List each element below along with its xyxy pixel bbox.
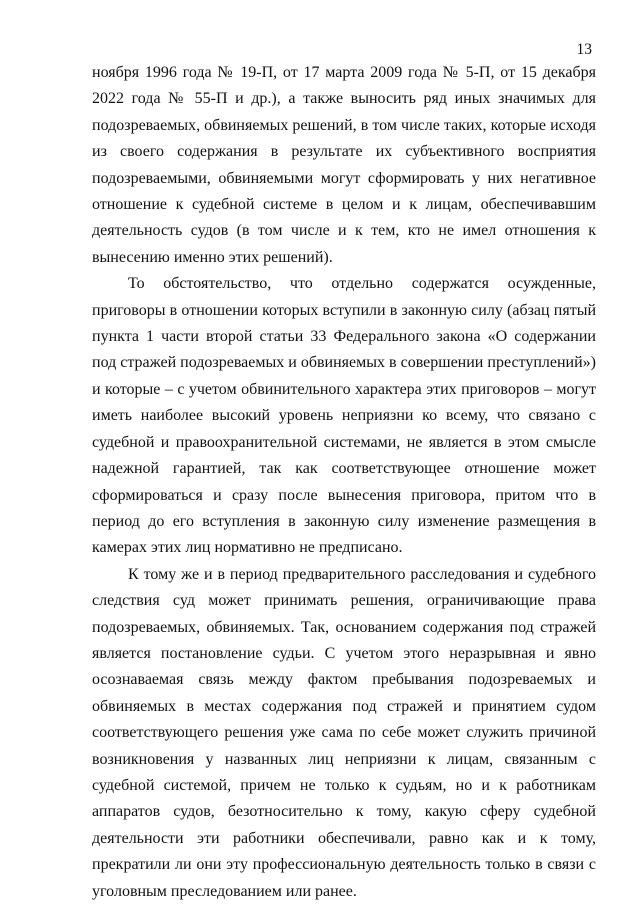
page-number: 13	[576, 41, 592, 58]
document-body	[92, 60, 596, 905]
paragraph-continuation: ноября 1996 года № 19-П, от 17 марта 2009 года № 5-П, от 15 декабря 2022 года № 55-П и др.), а также выносить ряд иных значимых для подозреваемых, обвиняемых решений, в том числе таких, которые исходя из своего содержания в результате их субъективного восприятия подозреваемыми, обвиняемыми могут сформировать у них негативное отношение к судебной системе в целом и к лицам, обеспечивавшим деятельность судов (в том числе и к тем, кто не имел отношения к вынесению именно этих решений).	[92, 64, 596, 266]
paragraph-convicted-separation: То обстоятельство, что отдельно содержатся осужденные, приговоры в отношении которых вступили в законную силу (абзац пятый пункта 1 части второй статьи 33 Федерального закона «О содержании под стражей подозреваемых и обвиняемых в совершении преступлений») и которые – с учетом обвинительного характера этих приговоров – могут иметь наиболее высокий уровень неприязни ко всему, что связано с судебной и правоохранительной системами, не является в этом смысле надежной гарантией, так как соответствующее отношение может сформироваться и сразу после вынесения приговора, притом что в период до его вступления в законную силу изменение размещения в камерах этих лиц нормативно не предписано.	[92, 275, 596, 557]
paragraph-pretrial-period: К тому же и в период предварительного расследования и судебного следствия суд может принимать решения, ограничивающие права подозреваемых, обвиняемых. Так, основанием содержания под стражей является постановление судьи. С учетом этого неразрывная и явно осознаваемая связь между фактом пребывания подозреваемых и обвиняемых в местах содержания под стражей и принятием судом соответствующего решения уже сама по себе может служить причиной возникновения у названных лиц неприязни к лицам, связанным с судебной системой, причем не только к судьям, но и к работникам аппаратов судов, безотносительно к тому, какую сферу судебной деятельности эти работники обеспечивали, равно как и к тому, прекратили ли они эту профессиональную деятельность только в связи с уголовным преследованием или ранее.	[92, 565, 596, 900]
